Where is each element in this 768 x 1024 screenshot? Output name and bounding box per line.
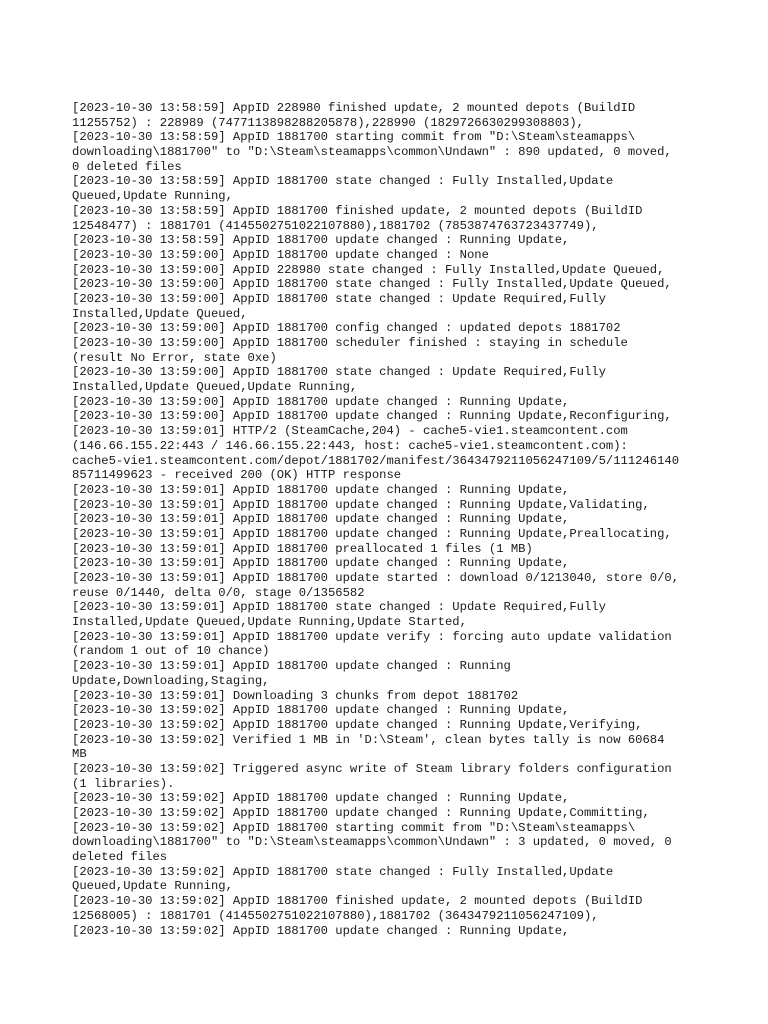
log-line: [2023-10-30 13:59:01] AppID 1881700 update changed : Running Update, [72,512,570,527]
log-line: Installed,Update Queued,Update Running,Update Started, [72,615,467,630]
log-line: [2023-10-30 13:58:59] AppID 228980 finished update, 2 mounted depots (BuildID [72,101,636,115]
log-line: [2023-10-30 13:59:02] AppID 1881700 finished update, 2 mounted depots (BuildID [72,894,643,909]
log-line: (random 1 out of 10 chance) [72,644,270,659]
log-line: (146.66.155.22:443 / 146.66.155.22:443, host: cache5-vie1.steamcontent.com): [72,438,628,453]
log-line: [2023-10-30 13:59:02] AppID 1881700 starting commit from "D:\Steam\steamapps\ [72,820,636,835]
log-line: [2023-10-30 13:59:00] AppID 1881700 config changed : updated depots 1881702 [72,321,621,336]
log-line: [2023-10-30 13:59:02] AppID 1881700 update changed : Running Update, [72,703,570,718]
log-line: [2023-10-30 13:59:01] AppID 1881700 update changed : Running Update, [72,482,570,497]
log-line: [2023-10-30 13:59:00] AppID 1881700 scheduler finished : staying in schedule [72,336,628,350]
log-line: (1 libraries). [72,776,175,791]
log-line: 12548477) : 1881701 (4145502751022107880),1881702 (7853874763723437749), [72,218,599,233]
log-line: [2023-10-30 13:59:00] AppID 1881700 update changed : Running Update,Reconfiguring, [72,409,672,424]
log-line: [2023-10-30 13:58:59] AppID 1881700 state changed : Fully Installed,Update [72,174,614,189]
log-line: downloading\1881700" to "D:\Steam\steamapps\common\Undawn" : 890 updated, 0 moved, [72,145,672,160]
log-line: [2023-10-30 13:59:00] AppID 1881700 state changed : Update Required,Fully [72,291,606,306]
log-line: [2023-10-30 13:59:01] AppID 1881700 update started : download 0/1213040, store 0/0, [72,571,680,585]
log-line: Installed,Update Queued, [72,306,248,321]
log-line: 12568005) : 1881701 (4145502751022107880),1881702 (3643479211056247109), [72,908,599,923]
log-line: [2023-10-30 13:58:59] AppID 1881700 starting commit from "D:\Steam\steamapps\ [72,130,636,145]
log-line: (result No Error, state 0xe) [72,350,277,365]
log-line: Installed,Update Queued,Update Running, [72,380,358,395]
log-text-block [72,101,712,938]
log-line: [2023-10-30 13:59:01] AppID 1881700 update changed : Running [72,659,511,674]
log-line: [2023-10-30 13:59:01] AppID 1881700 preallocated 1 files (1 MB) [72,541,533,556]
log-line: [2023-10-30 13:59:02] AppID 1881700 update changed : Running Update,Verifying, [72,717,643,732]
log-line: cache5-vie1.steamcontent.com/depot/1881702/manifest/3643479211056247109/5/111246140 [72,453,680,468]
log-line: [2023-10-30 13:59:01] AppID 1881700 state changed : Update Required,Fully [72,600,606,615]
log-line: [2023-10-30 13:59:00] AppID 1881700 state changed : Update Required,Fully [72,365,606,380]
log-line: 85711499623 - received 200 (OK) HTTP response [72,468,402,483]
log-line: 0 deleted files [72,159,182,174]
log-line: Queued,Update Running, [72,189,233,204]
log-line: [2023-10-30 13:59:00] AppID 228980 state changed : Fully Installed,Update Queued, [72,262,665,277]
log-line: [2023-10-30 13:59:01] HTTP/2 (SteamCache,204) - cache5-vie1.steamcontent.com [72,424,628,439]
log-line: [2023-10-30 13:59:01] AppID 1881700 update changed : Running Update, [72,556,570,571]
log-line: 11255752) : 228989 (7477113898288205878),228990 (1829726630299308803), [72,115,584,130]
log-line: [2023-10-30 13:58:59] AppID 1881700 finished update, 2 mounted depots (BuildID [72,203,643,218]
log-line: downloading\1881700" to "D:\Steam\steamapps\common\Undawn" : 3 updated, 0 moved, 0 [72,835,672,850]
log-line: MB [72,747,87,762]
log-line: deleted files [72,850,168,865]
log-line: [2023-10-30 13:59:01] AppID 1881700 update verify : forcing auto update validation [72,629,672,644]
log-line: [2023-10-30 13:59:01] AppID 1881700 update changed : Running Update,Preallocating, [72,526,672,541]
log-line: reuse 0/1440, delta 0/0, stage 0/1356582 [72,585,365,600]
log-line: [2023-10-30 13:59:02] AppID 1881700 update changed : Running Update,Committing, [72,806,650,820]
log-line: [2023-10-30 13:59:02] AppID 1881700 state changed : Fully Installed,Update [72,864,614,879]
log-line: Update,Downloading,Staging, [72,673,270,688]
log-line: [2023-10-30 13:59:00] AppID 1881700 update changed : Running Update, [72,394,570,409]
log-line: [2023-10-30 13:59:02] AppID 1881700 update changed : Running Update, [72,791,570,806]
log-line: Queued,Update Running, [72,879,233,894]
log-line: [2023-10-30 13:59:01] AppID 1881700 update changed : Running Update,Validating, [72,497,650,512]
log-line: [2023-10-30 13:59:02] Verified 1 MB in 'D:\Steam', clean bytes tally is now 60684 [72,732,665,747]
log-line: [2023-10-30 13:59:02] AppID 1881700 update changed : Running Update, [72,923,570,938]
log-line: [2023-10-30 13:59:01] Downloading 3 chunks from depot 1881702 [72,688,519,703]
log-line: [2023-10-30 13:59:00] AppID 1881700 state changed : Fully Installed,Update Queued, [72,277,672,292]
log-line: [2023-10-30 13:58:59] AppID 1881700 update changed : Running Update, [72,233,570,248]
log-line: [2023-10-30 13:59:00] AppID 1881700 update changed : None [72,247,489,262]
log-line: [2023-10-30 13:59:02] Triggered async write of Steam library folders configuration [72,761,672,776]
